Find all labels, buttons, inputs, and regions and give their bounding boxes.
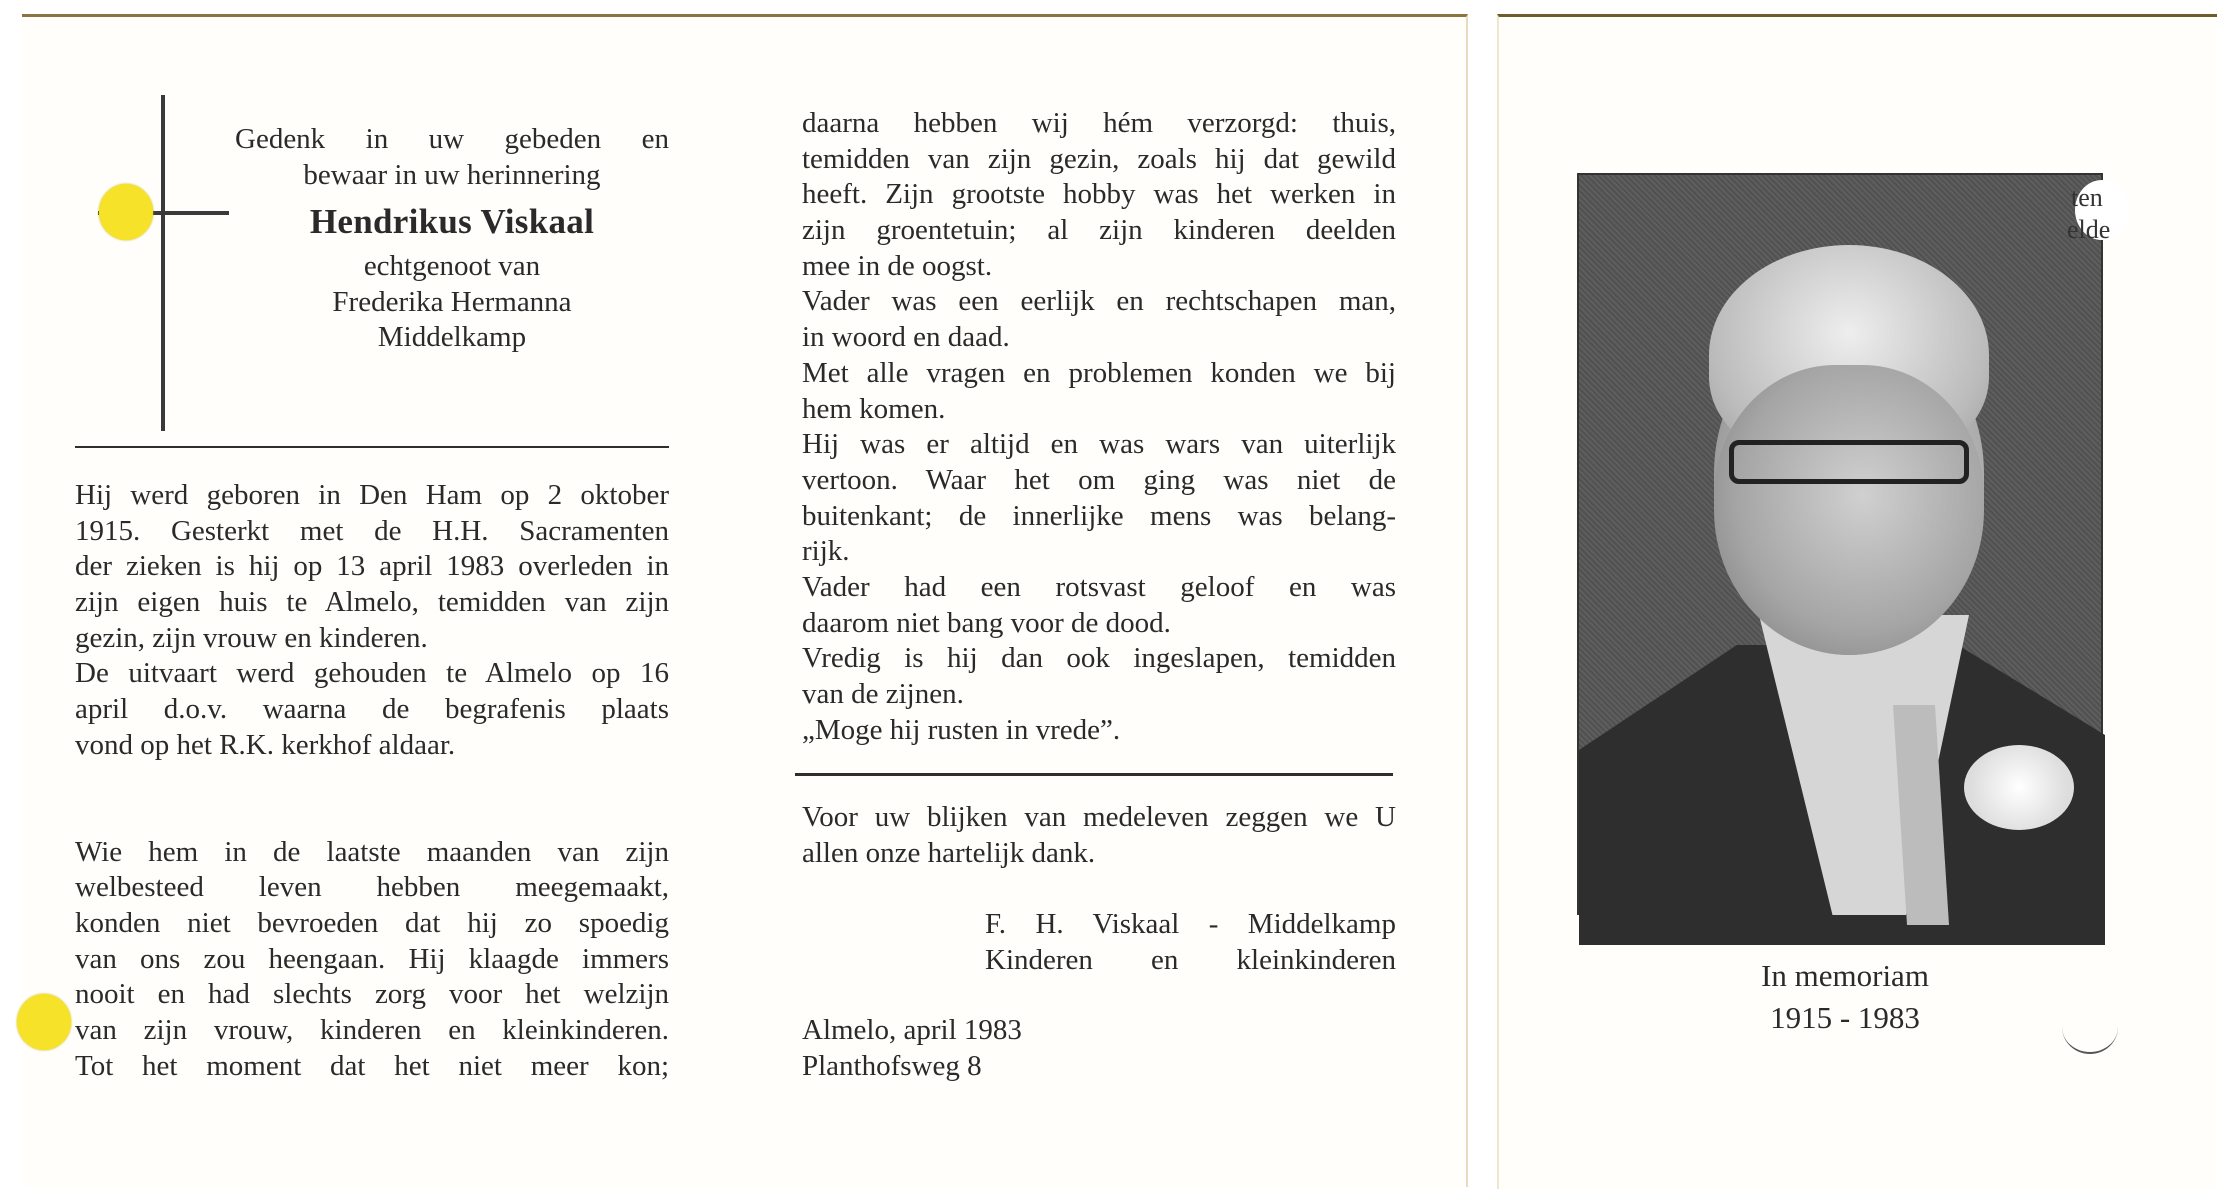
text-line: welbesteed leven hebben meegemaakt, <box>75 871 669 904</box>
photo-glasses <box>1729 440 1969 484</box>
thanks-text <box>802 800 1396 871</box>
deceased-name: Hendrikus Viskaal <box>309 202 595 241</box>
text-line: De uitvaart werd gehouden te Almelo op 16 <box>75 657 669 690</box>
text-line: Tot het moment dat het niet meer kon; <box>75 1049 669 1082</box>
text-line: vertoon. Waar het om ging was niet de <box>802 463 1396 496</box>
photo-face-lower <box>1714 365 1984 655</box>
thanks-line: allen onze hartelijk dank. <box>802 836 1096 869</box>
text-line: temidden van zijn gezin, zoals hij dat gewild <box>802 142 1396 175</box>
punched-hole <box>2067 180 2129 244</box>
yellow-sticker-dot <box>99 184 153 240</box>
text-line: van de zijnen. <box>802 678 964 710</box>
text-line: van ons zou heengaan. Hij klaagde immers <box>75 942 669 975</box>
text-line: Hij was er altijd en was wars van uiterlijk <box>802 428 1396 461</box>
signature-block <box>985 907 1396 978</box>
text-line: nooit en had slechts zorg voor het welzijn <box>75 978 669 1011</box>
paragraph-gap <box>75 764 669 835</box>
text-line: gezin, zijn vrouw en kinderen. <box>75 621 428 654</box>
thanks-line: Voor uw blijken van medeleven zeggen we U <box>802 801 1396 833</box>
left-column-text <box>75 478 669 1084</box>
text-line: daarna hebben wij hém verzorgd: thuis, <box>802 107 1396 139</box>
text-line: hem komen. <box>802 392 946 425</box>
text-line: zijn eigen huis te Almelo, temidden van zijn <box>75 586 669 619</box>
yellow-sticker-dot <box>17 994 71 1050</box>
text-line: Vader had een rotsvast geloof en was <box>802 570 1396 603</box>
text-line: buitenkant; de innerlijke mens was belang- <box>802 499 1396 532</box>
header-line-1: Gedenk in uw gebeden en <box>235 123 669 155</box>
text-line: in woord en daad. <box>802 321 1010 354</box>
hole-text-1: ten <box>2071 183 2103 212</box>
text-line: vond op het R.K. kerkhof aldaar. <box>75 728 456 761</box>
photo-carnation <box>1964 745 2074 830</box>
divider-left <box>75 446 669 448</box>
middle-column-text <box>802 106 1396 748</box>
text-line: 1915. Gesterkt met de H.H. Sacramenten <box>75 514 669 547</box>
text-line: Met alle vragen en problemen konden we bij <box>802 356 1396 389</box>
text-line: Vredig is hij dan ook ingeslapen, temidden <box>802 642 1396 675</box>
memoriam-years: 1915 - 1983 <box>1770 1000 1920 1035</box>
text-line: Wie hem in de laatste maanden van zijn <box>75 835 669 868</box>
text-line: van zijn vrouw, kinderen en kleinkinderen. <box>75 1013 669 1046</box>
signature-line-2: Kinderen en kleinkinderen <box>985 943 1396 976</box>
portrait-photo <box>1577 173 2103 915</box>
signature-line-1: F. H. Viskaal - Middelkamp <box>985 908 1396 940</box>
text-line: Vader was een eerlijk en rechtschapen man, <box>802 285 1396 318</box>
address-block <box>802 1013 1022 1084</box>
text-line: der zieken is hij op 13 april 1983 overleden in <box>75 550 669 583</box>
address-line-2: Planthofsweg 8 <box>802 1049 982 1082</box>
text-line: daarom niet bang voor de dood. <box>802 606 1171 639</box>
text-line: „Moge hij rusten in vrede”. <box>802 713 1121 746</box>
punched-hole-mark <box>2062 1000 2118 1054</box>
hole-text-2: elde <box>2067 215 2111 244</box>
text-line: rijk. <box>802 535 850 568</box>
cross-icon-vertical <box>161 95 165 431</box>
text-line: zijn groentetuin; al zijn kinderen deelden <box>802 214 1396 247</box>
header-line-5: Middelkamp <box>377 321 527 353</box>
text-line: april d.o.v. waarna de begrafenis plaats <box>75 693 669 726</box>
text-line: konden niet bevroeden dat hij zo spoedig <box>75 906 669 939</box>
header-line-3: echtgenoot van <box>363 250 541 282</box>
address-line-1: Almelo, april 1983 <box>802 1014 1022 1046</box>
header-block <box>235 122 669 356</box>
header-line-4: Frederika Hermanna <box>332 285 572 318</box>
text-line: heeft. Zijn grootste hobby was het werken in <box>802 178 1396 211</box>
text-line: Hij werd geboren in Den Ham op 2 oktober <box>75 479 669 511</box>
header-line-2: bewaar in uw herinnering <box>303 158 601 191</box>
memoriam-title: In memoriam <box>1761 958 1929 993</box>
divider-middle <box>795 773 1393 776</box>
text-line: mee in de oogst. <box>802 249 993 282</box>
